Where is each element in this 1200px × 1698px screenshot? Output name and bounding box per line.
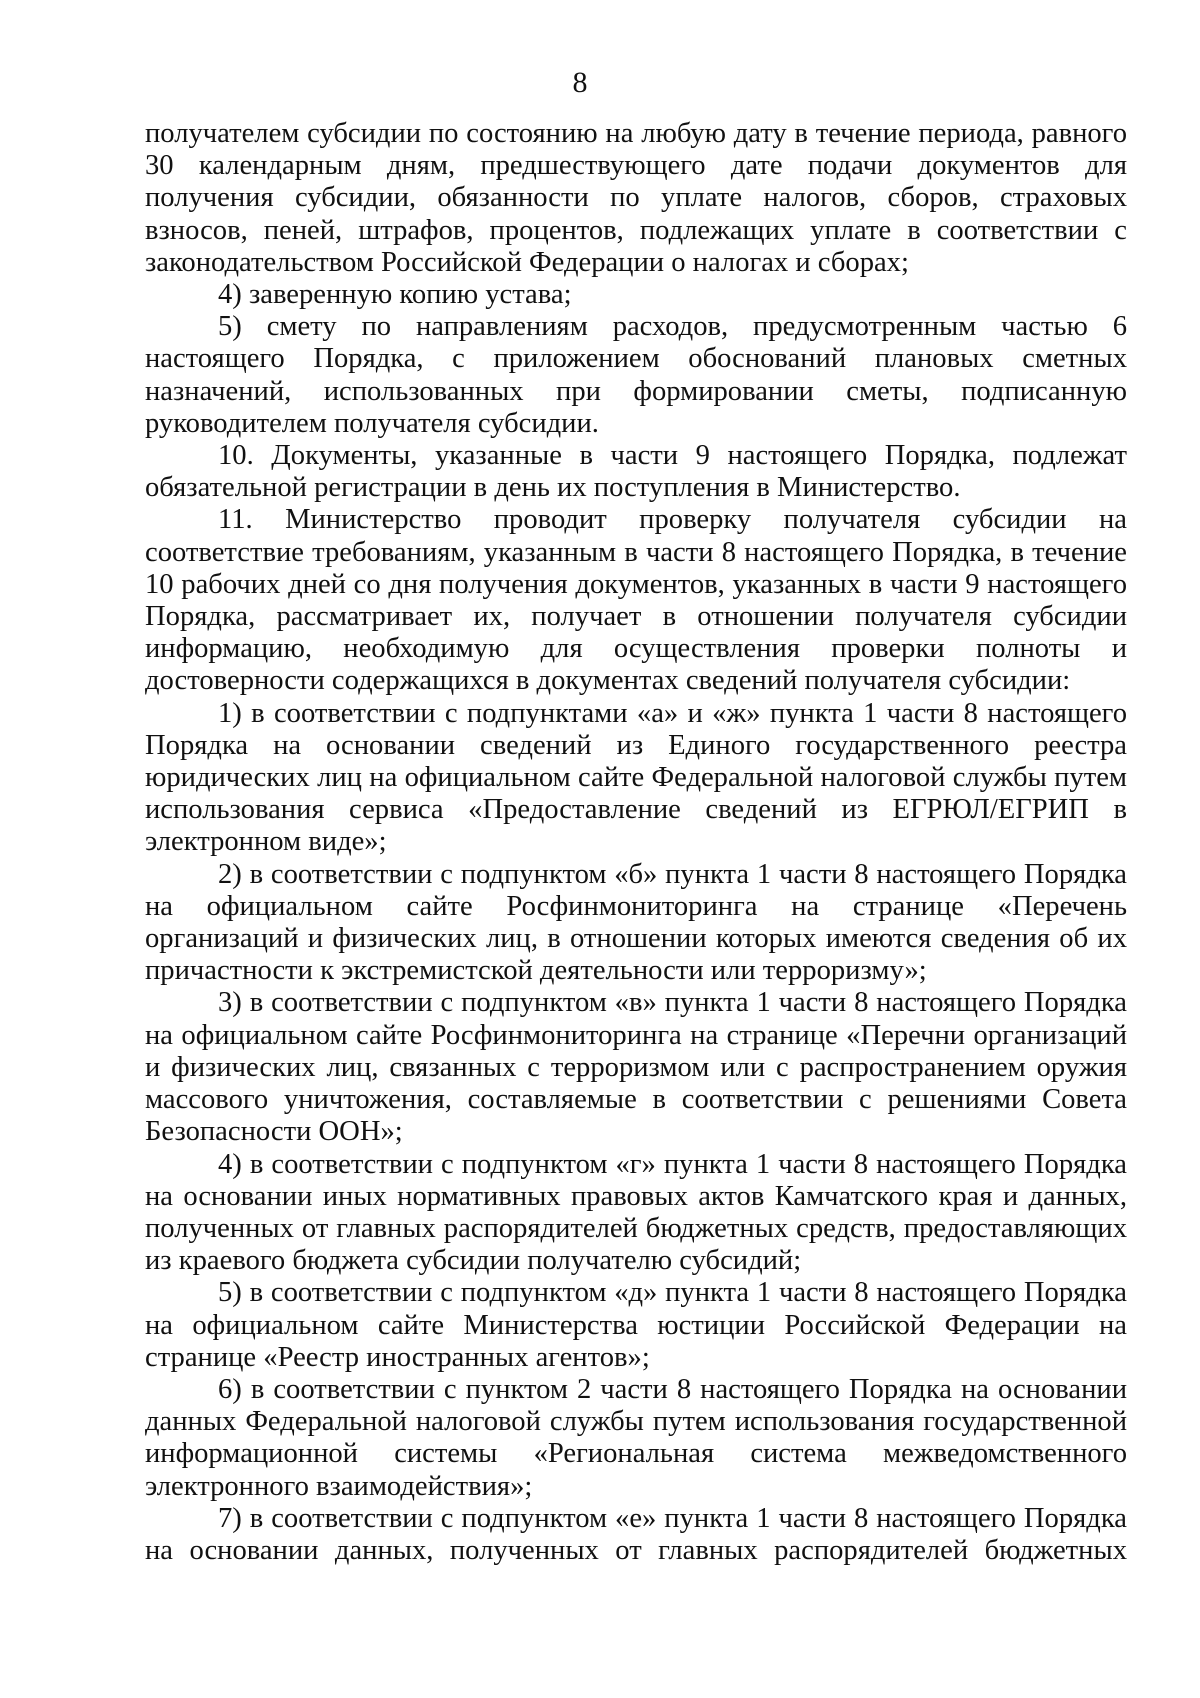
- paragraph-check-4: 4) в соответствии с подпунктом «г» пункта 1 части 8 настоящего Порядка на основании иных нормативных правовых актов Камчатского края и данных, полученных от главных распорядителей бюджетных средств, предоставляющих из краевого бюджета субсидии получателю субсидий;: [145, 1148, 1127, 1277]
- page-number: 8: [572, 66, 588, 99]
- paragraph-check-5: 5) в соответствии с подпунктом «д» пункта 1 части 8 настоящего Порядка на официальном сайте Министерства юстиции Российской Федерации на странице «Реестр иностранных агентов»;: [145, 1277, 1127, 1373]
- paragraph-section-11: 11. Министерство проводит проверку получателя субсидии на соответствие требованиям, указанным в части 8 настоящего Порядка, в течение 10 рабочих дней со дня получения документов, указанных в части 9 настоящего Порядка, рассматривает их, получает в отношении получателя субсидии информацию, необходимую для осуществления проверки полноты и достоверности содержащихся в документах сведений получателя субсидии:: [145, 504, 1127, 697]
- paragraph-check-2: 2) в соответствии с подпунктом «б» пункта 1 части 8 настоящего Порядка на официальном сайте Росфинмониторинга на странице «Перечень организаций и физических лиц, в отношении которых имеются сведения об их причастности к экстремистской деятельности или терроризму»;: [145, 858, 1127, 987]
- paragraph-section-10: 10. Документы, указанные в части 9 настоящего Порядка, подлежат обязательной регистрации в день их поступления в Министерство.: [145, 440, 1127, 504]
- paragraph-continuation: получателем субсидии по состоянию на любую дату в течение периода, равного 30 календарным дням, предшествующего дате подачи документов для получения субсидии, обязанности по уплате налогов, сборов, страховых взносов, пеней, штрафов, процентов, подлежащих уплате в соответствии с законодательством Российской Федерации о налогах и сборах;: [145, 118, 1127, 278]
- document-body: [145, 118, 1127, 1567]
- paragraph-check-1: 1) в соответствии с подпунктами «а» и «ж» пункта 1 части 8 настоящего Порядка на основании сведений из Единого государственного реестра юридических лиц на официальном сайте Федеральной налоговой службы путем использования сервиса «Предоставление сведений из ЕГРЮЛ/ЕГРИП в электронном виде»;: [145, 697, 1127, 858]
- paragraph-check-6: 6) в соответствии с пунктом 2 части 8 настоящего Порядка на основании данных Федеральной налоговой службы путем использования государственной информационной системы «Региональная система межведомственного электронного взаимодействия»;: [145, 1373, 1127, 1502]
- paragraph-item-5: 5) смету по направлениям расходов, предусмотренным частью 6 настоящего Порядка, с приложением обоснований плановых сметных назначений, использованных при формировании сметы, подписанную руководителем получателя субсидии.: [145, 311, 1127, 439]
- paragraph-check-3: 3) в соответствии с подпунктом «в» пункта 1 части 8 настоящего Порядка на официальном сайте Росфинмониторинга на странице «Перечни организаций и физических лиц, связанных с терроризмом или с распространением оружия массового уничтожения, составляемые в соответствии с решениями Совета Безопасности ООН»;: [145, 987, 1127, 1148]
- paragraph-item-4: 4) заверенную копию устава;: [218, 279, 572, 311]
- paragraph-check-7: 7) в соответствии с подпунктом «е» пункта 1 части 8 настоящего Порядка на основании данных, полученных от главных распорядителей бюджетных: [145, 1502, 1127, 1566]
